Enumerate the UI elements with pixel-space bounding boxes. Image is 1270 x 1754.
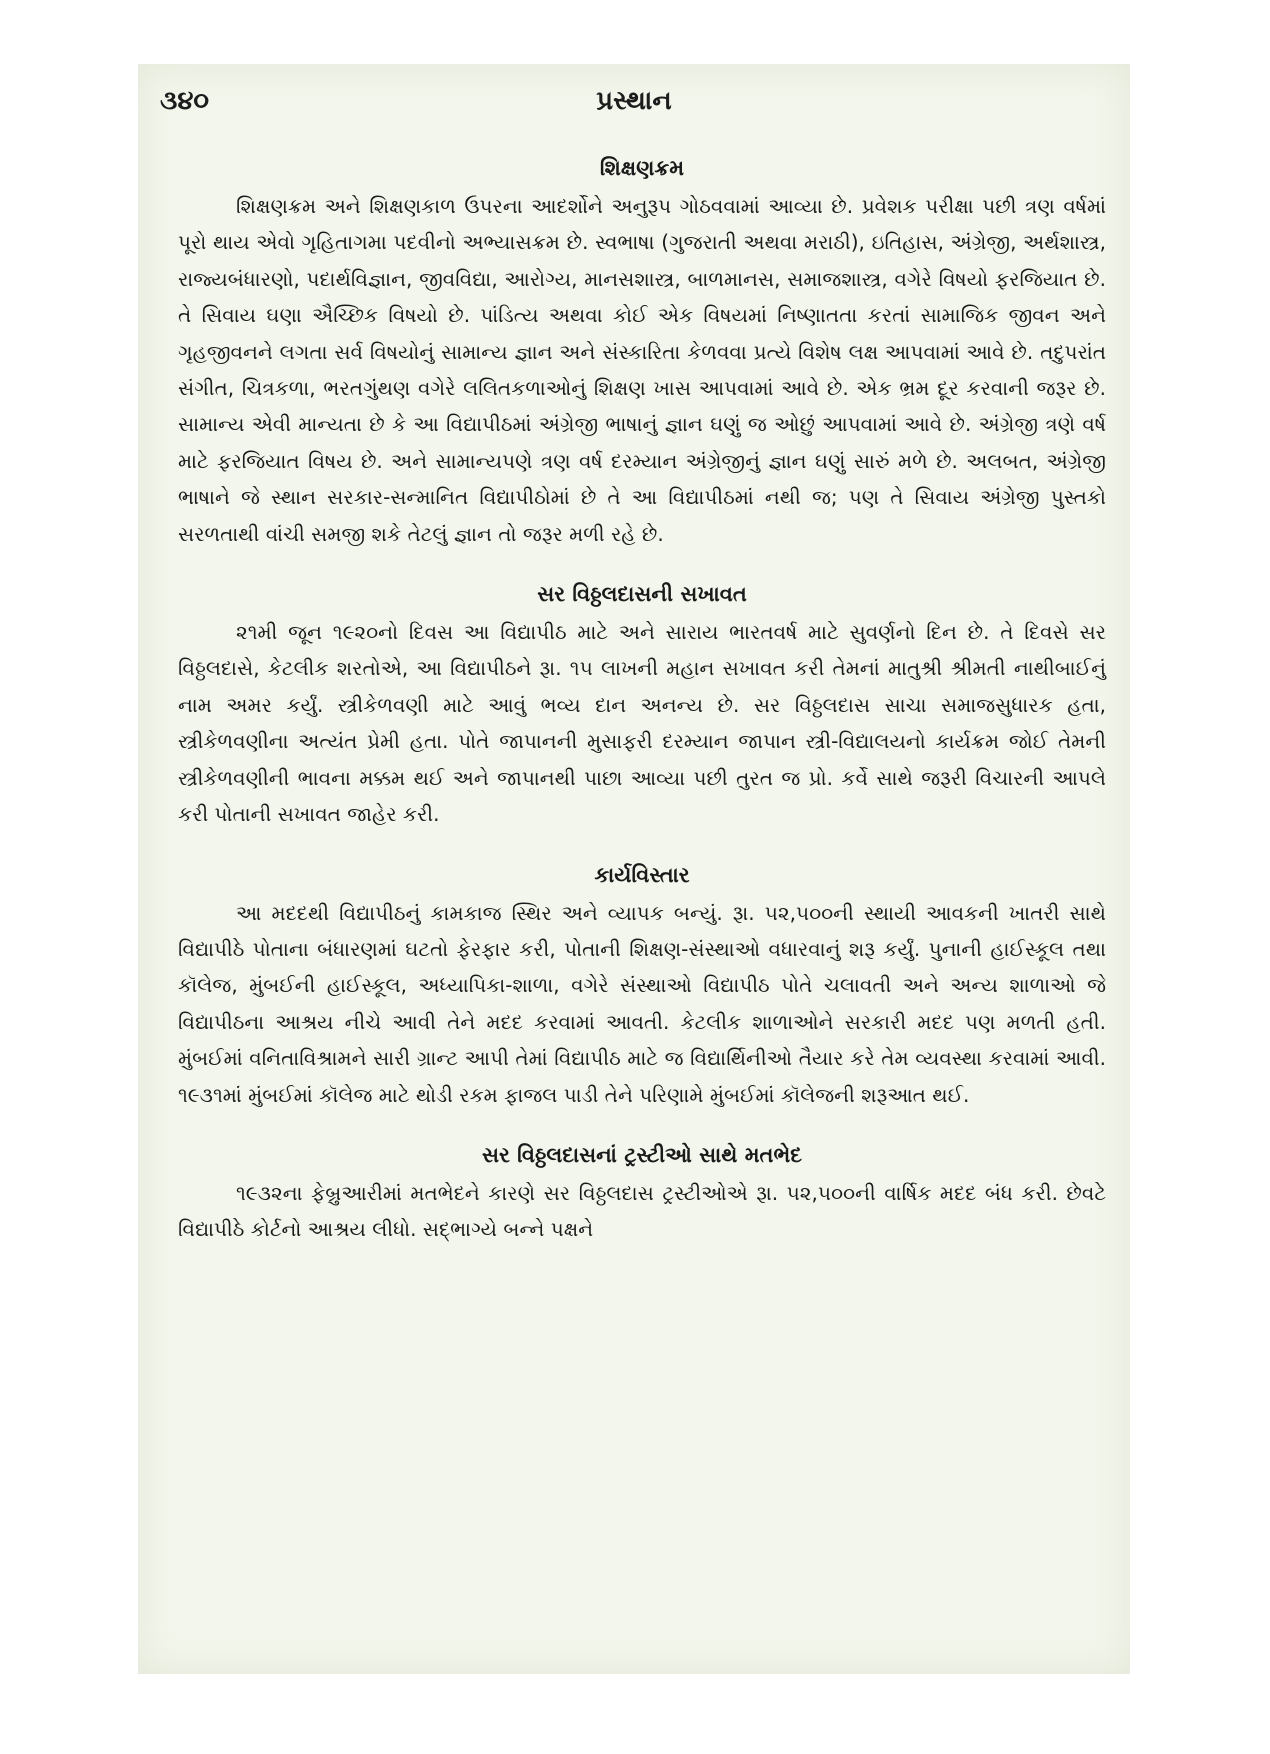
section-heading-curriculum: શિક્ષણક્રમ [599,156,685,180]
paragraph-curriculum: શિક્ષણક્રમ અને શિક્ષણકાળ ઉપરના આદર્શોને અનુરૂપ ગોઠવવામાં આવ્યા છે. પ્રવેશક પરીક્ષા પછી ત્રણ વર્ષમાં પૂરો થાય એવો ગૃહિતાગમા પદવીનો અભ્યાસક્રમ છે. સ્વભાષા (ગુજરાતી અથવા મરાઠી), ઇતિહાસ, અંગ્રેજી, અર્થશાસ્ત્ર, રાજ્યબંધારણો, પદાર્થવિજ્ઞાન, જીવવિદ્યા, આરોગ્ય, માનસશાસ્ત્ર, બાળમાનસ, સમાજશાસ્ત્ર, વગેરે વિષયો ફરજિયાત છે. તે સિવાય ઘણા ઐચ્છિક વિષયો છે. પાંડિત્ય અથવા કોઈ એક વિષયમાં નિષ્ણાતતા કરતાં સામાજિક જીવન અને ગૃહજીવનને લગતા સર્વ વિષયોનું સામાન્ય જ્ઞાન અને સંસ્કારિતા કેળવવા પ્રત્યે વિશેષ લક્ષ આપવામાં આવે છે. તદુપરાંત સંગીત, ચિત્રકળા, ભરતગુંથણ વગેરે લલિતકળાઓનું શિક્ષણ ખાસ આપવામાં આવે છે. એક ભ્રમ દૂર કરવાની જરૂર છે. સામાન્ય એવી માન્યતા છે કે આ વિદ્યાપીઠમાં અંગ્રેજી ભાષાનું જ્ઞાન ઘણું જ ઓછું આપવામાં આવે છે. અંગ્રેજી ત્રણે વર્ષ માટે ફરજિયાત વિષય છે. અને સામાન્યપણે ત્રણ વર્ષ દરમ્યાન અંગ્રેજીનું જ્ઞાન ઘણું સારું મળે છે. અલબત, અંગ્રેજી ભાષાને જે સ્થાન સરકાર-સન્માનિત વિદ્યાપીઠોમાં છે તે આ વિદ્યાપીઠમાં નથી જ; પણ તે સિવાય અંગ્રેજી પુસ્તકો સરળતાથી વાંચી સમજી શકે તેટલું જ્ઞાન તો જરૂર મળી રહે છે. [178,194,1106,546]
book-page [138,64,1130,1674]
paragraph-expansion: આ મદદથી વિદ્યાપીઠનું કામકાજ સ્થિર અને વ્યાપક બન્યું. રૂા. ૫૨,૫૦૦ની સ્થાયી આવકની ખાતરી સાથે વિદ્યાપીઠે પોતાના બંધારણમાં ઘટતો ફેરફાર કરી, પોતાની શિક્ષણ-સંસ્થાઓ વધારવાનું શરૂ કર્યું. પુનાની હાઈસ્કૂલ તથા કૉલેજ, મુંબઈની હાઈસ્કૂલ, અધ્યાપિકા-શાળા, વગેરે સંસ્થાઓ વિદ્યાપીઠ પોતે ચલાવતી અને અન્ય શાળાઓ જે વિદ્યાપીઠના આશ્રય નીચે આવી તેને મદદ કરવામાં આવતી. કેટલીક શાળાઓને સરકારી મદદ પણ મળતી હતી. મુંબઈમાં વનિતાવિશ્રામને સારી ગ્રાન્ટ આપી તેમાં વિદ્યાપીઠ માટે જ વિદ્યાર્થિનીઓ તૈયાર કરે તેમ વ્યવસ્થા કરવામાં આવી. ૧૯૩૧માં મુંબઈમાં કૉલેજ માટે થોડી રકમ ફાજલ પાડી તેને પરિણામે મુંબઈમાં કૉલેજની શરૂઆત થઈ. [178,900,1106,1107]
paragraph-donation: ૨૧મી જૂન ૧૯૨૦નો દિવસ આ વિદ્યાપીઠ માટે અને સારાય ભારતવર્ષ માટે સુવર્ણનો દિન છે. તે દિવસે સર વિઠ્ઠલદાસે, કેટલીક શરતોએ, આ વિદ્યાપીઠને રૂા. ૧૫ લાખની મહાન સખાવત કરી તેમનાં માતુશ્રી શ્રીમતી નાથીબાઈનું નામ અમર કર્યું. સ્ત્રીકેળવણી માટે આવું ભવ્ય દાન અનન્ય છે. સર વિઠ્ઠલદાસ સાચા સમાજસુધારક હતા, સ્ત્રીકેળવણીના અત્યંત પ્રેમી હતા. પોતે જાપાનની મુસાફરી દરમ્યાન જાપાન સ્ત્રી-વિદ્યાલયનો કાર્યક્રમ જોઈ તેમની સ્ત્રીકેળવણીની ભાવના મક્કમ થઈ અને જાપાનથી પાછા આવ્યા પછી તુરત જ પ્રો. કર્વે સાથે જરૂરી વિચારની આપલે કરી પોતાની સખાવત જાહેર કરી. [178,620,1106,827]
section-heading-donation: સર વિઠ્ઠલદાસની સખાવત [537,582,747,607]
running-title: પ્રસ્થાન [596,86,672,116]
section-heading-trustee-dispute: સર વિઠ્ઠલદાસનાં ટ્રસ્ટીઓ સાથે મતભેદ [482,1142,802,1167]
page-body [178,148,1106,1248]
page-number: ૩૪૦ [160,86,210,116]
page-header [160,86,1108,126]
section-heading-expansion: કાર્યવિસ્તાર [594,862,690,887]
paragraph-trustee-dispute: ૧૯૩૨ના ફેબ્રુઆરીમાં મતભેદને કારણે સર વિઠ્ઠલદાસ ટ્રસ્ટીઓએ રૂા. ૫૨,૫૦૦ની વાર્ષિક મદદ બંધ કરી. છેવટે વિદ્યાપીઠે કોર્ટનો આશ્રય લીધો. સદ્ભાગ્યે બન્ને પક્ષને [178,1180,1106,1242]
